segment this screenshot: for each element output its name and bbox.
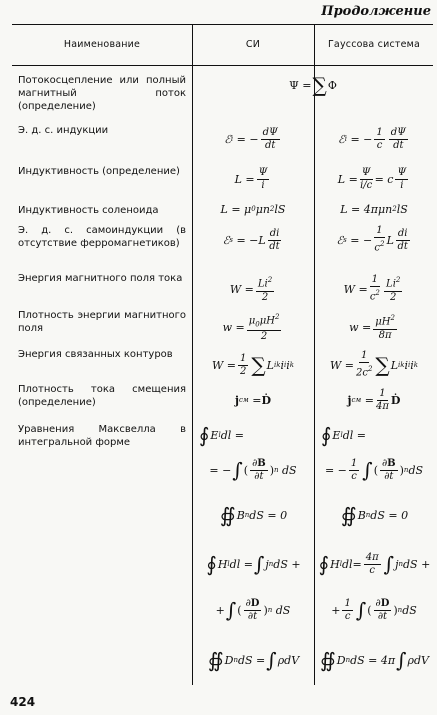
maxwell-gauss-gauss-d: ∯ D n dS = 4π ∫ ρdV <box>319 648 429 672</box>
formula-emf-si: ℰ i = − $\frac{d\Psi}{dt}$ <box>224 126 278 151</box>
row-name-emf-induction: Э. д. с. индукции <box>18 125 109 136</box>
maxwell-si-ampere-1: ∮ H l dl = ∫ j n dS + <box>206 552 301 576</box>
formula-magnetic-energy-si: W = $\frac{Li^2}{2}$ <box>229 276 273 303</box>
formula-emf-gauss: ℰ i = − $\frac{1}{c}$ $\frac{d\Psi}{dt}$ <box>338 126 406 151</box>
formula-displacement-si: j см = Ḋ <box>235 393 271 407</box>
maxwell-si-faraday-2: = − ∫ ( $\frac{\partial B}{\partial t}$ ) n dS <box>209 457 297 482</box>
maxwell-si-gauss-d: ∯ D n dS = ∫ ρdV <box>207 648 300 672</box>
maxwell-gauss-faraday-1: ∮ E l dl = <box>321 423 366 447</box>
formula-flux-linkage: Ψ = ∑ Φ <box>289 73 337 97</box>
header-gauss: Гауссова система <box>327 39 421 50</box>
row-name-magnetic-energy: Энергия магнитного поля тока <box>18 273 183 284</box>
formula-coupled-si: W = $\frac{1}{2}$ ∑ L ik i i i k <box>211 352 295 377</box>
formula-self-emf-gauss: ℰ s = − $\frac{1}{c^2}$ L $\frac{di}{dt}$ <box>336 225 408 254</box>
header-si: СИ <box>245 39 261 50</box>
formula-displacement-gauss: j см = $\frac{1}{4\pi}$ Ḋ <box>347 387 401 412</box>
row-name-maxwell-equations: Уравнения Максвелла в интегральной форме <box>18 424 186 448</box>
formula-inductance-gauss: L = $\frac{\Psi}{i/c}$ = c $\frac{\Psi}{i}$ <box>337 166 407 191</box>
formula-inductance-si: L = $\frac{\Psi}{i}$ <box>234 166 268 191</box>
formula-solenoid-si: L = μ 0 μn 2 lS <box>220 202 286 216</box>
formula-energy-density-si: w = $\frac{\mu_0\mu H^2}{2}$ <box>222 312 280 343</box>
maxwell-gauss-faraday-2: = − $\frac{1}{c}$ ∫ ( $\frac{\partial B}{\partial t}$ ) n dS <box>324 457 424 482</box>
row-name-displacement-current: Плотность тока смещения (определение) <box>18 384 186 408</box>
formula-energy-density-gauss: w = $\frac{\mu H^2}{8\pi}$ <box>349 314 395 341</box>
row-name-coupled-circuits: Энергия связанных контуров <box>18 349 173 360</box>
formula-solenoid-gauss: L = 4πμn 2 lS <box>340 202 408 216</box>
row-name-flux-linkage: Потокосцепление или полный магнитный поток (определение) <box>18 75 186 112</box>
maxwell-gauss-ampere-2: + $\frac{1}{c}$ ∫ ( $\frac{\partial D}{\partial t}$ ) n dS <box>331 597 417 622</box>
formula-self-emf-si: ℰ s = −L $\frac{di}{dt}$ <box>222 227 280 252</box>
maxwell-si-ampere-2: + ∫ ( $\frac{\partial D}{\partial t}$ ) n dS <box>215 597 291 622</box>
maxwell-gauss-gauss-b: ∯ B n dS = 0 <box>340 503 409 527</box>
maxwell-si-faraday-1: ∮ E l dl = <box>199 423 244 447</box>
continuation-label: Продолжение <box>321 4 431 19</box>
row-name-energy-density: Плотность энергии магнитного поля <box>18 310 186 334</box>
maxwell-si-gauss-b: ∯ B n dS = 0 <box>219 503 288 527</box>
row-name-inductance: Индуктивность (определение) <box>18 166 180 177</box>
table-header-rule <box>12 65 433 66</box>
header-name: Наименование <box>63 39 141 50</box>
row-name-self-induction-emf: Э. д. с. самоиндукции (в отсутствие ферромагнетиков) <box>18 225 186 249</box>
formula-coupled-gauss: W = $\frac{1}{2c^2}$ ∑ L ik i i i k <box>329 350 419 379</box>
maxwell-gauss-ampere-1: ∮ H l dl= $\frac{4\pi}{c}$ ∫ j n dS + <box>318 551 431 576</box>
formula-magnetic-energy-gauss: W = $\frac{1}{c^2}$ $\frac{Li^2}{2}$ <box>343 274 401 303</box>
page-number: 424 <box>10 695 36 709</box>
row-name-solenoid-inductance: Индуктивность соленоида <box>18 205 159 216</box>
